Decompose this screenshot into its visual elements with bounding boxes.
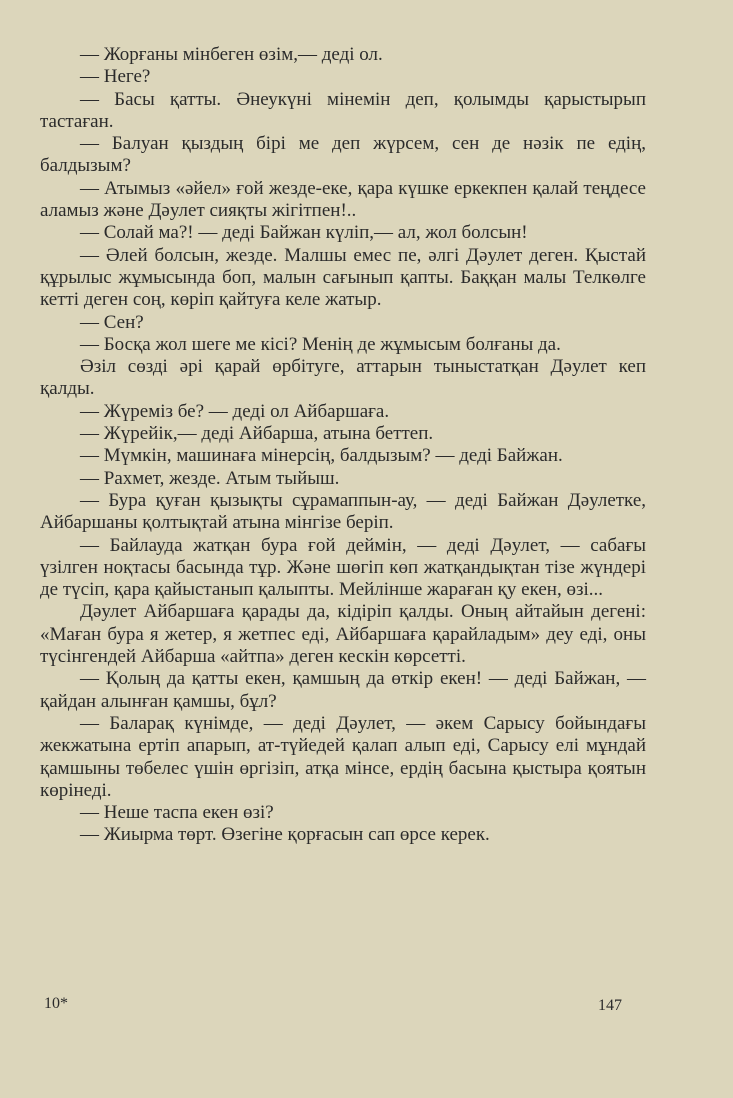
paragraph: — Әлей болсын, жезде. Малшы емес пе, әлгі Дәулет деген. Қыстай құрылыс жұмысында боп, малын сағынып қапты. Баққан малы Телкөлге кетті деген соң, көріп қайтуға келе жатыр. (40, 244, 646, 311)
paragraph: — Мүмкін, машинаға мінерсің, балдызым? — деді Байжан. (80, 445, 563, 467)
paragraph: — Неге? (80, 66, 151, 88)
paragraph: — Балуан қыздың бірі ме деп жүрсем, сен де нәзік пе едің, балдызым? (40, 133, 646, 177)
paragraph: — Сен? (80, 311, 144, 333)
paragraph: — Басы қатты. Әнеукүні мінемін деп, қолымды қарыстырып тастаған. (40, 88, 646, 132)
paragraph: Әзіл сөзді әрі қарай өрбітуге, аттарын тыныстатқан Дәулет кеп қалды. (40, 356, 646, 400)
paragraph: — Атымыз «әйел» ғой жезде-еке, қара күшке еркекпен қалай теңдесе аламыз және Дәулет сияқты жігітпен!.. (40, 177, 646, 222)
page-number: 147 (598, 997, 622, 1014)
paragraph: — Баларақ күнімде, — деді Дәулет, — әкем Сарысу бойындағы жекжатына ертіп апарып, ат-түйедей қалап алып еді, Сарысу елі мұндай қамшыны төбелес үшін өргізіп, атқа мінсе, ердің басына қыстыра қоятын көрінеді. (40, 712, 646, 801)
paragraph: — Қолың да қатты екен, қамшың да өткір екен! — деді Байжан, — қайдан алынған қамшы, бұл? (40, 668, 646, 712)
paragraph: — Бура қуған қызықты сұрамаппын-ау, — деді Байжан Дәулетке, Айбаршаны қолтықтай атына мінгізе беріп. (40, 489, 646, 534)
paragraph: — Солай ма?! — деді Байжан күліп,— ал, жол болсын! (80, 222, 528, 244)
paragraph: — Жорғаны мінбеген өзім,— деді ол. (80, 44, 383, 65)
paragraph: — Жүрейік,— деді Айбарша, атына беттеп. (80, 423, 434, 445)
paragraph: — Жүреміз бе? — деді ол Айбаршаға. (80, 400, 390, 422)
paragraph: — Жиырма төрт. Өзегіне қорғасын сап өрсе керек. (80, 824, 490, 846)
page-body (40, 44, 646, 847)
paragraph: — Байлауда жатқан бура ғой деймін, — деді Дәулет, — сабағы үзілген ноқтасы басында тұр. Және шөгіп көп жатқандықтан тізе жүндері де түсіп, қара қайыстанып қалыпты. Мейлінше жараған қу екен, өзі... (40, 534, 646, 601)
signature-mark: 10* (44, 995, 68, 1012)
paragraph: — Рахмет, жезде. Атым тыйыш. (80, 467, 340, 489)
paragraph: — Неше таспа екен өзі? (80, 802, 274, 824)
paragraph: Дәулет Айбаршаға қарады да, кідіріп қалды. Оның айтайын дегені: «Маған бура я жетер, я жетпес еді, Айбаршаға қарайладым» деу еді, оны түсінгендей Айбарша «айтпа» деген кескін көрсетті. (40, 601, 646, 668)
paragraph: — Босқа жол шеге ме кісі? Менің де жұмысым болғаны да. (80, 333, 561, 355)
